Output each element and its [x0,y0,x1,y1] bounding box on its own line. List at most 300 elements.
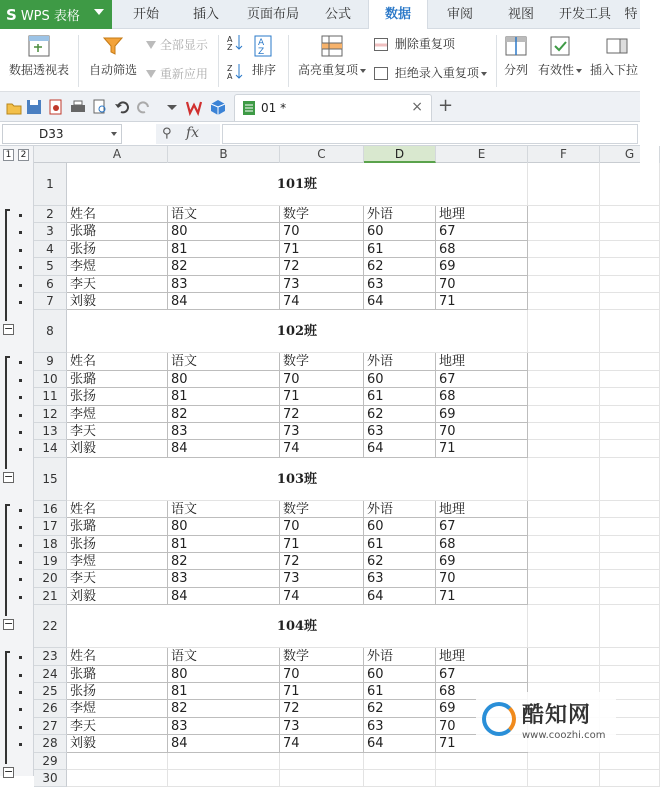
empty-cell[interactable] [168,753,280,770]
empty-cell[interactable] [528,406,600,423]
empty-cell[interactable] [600,310,660,353]
outline-dot [19,509,22,512]
header-cell[interactable]: 外语 [364,648,436,665]
empty-cell[interactable] [528,458,600,501]
column-header-f[interactable]: F [528,146,600,163]
data-cell[interactable]: 60 [364,223,436,240]
empty-cell[interactable] [600,536,660,553]
reapply-button[interactable] [146,65,208,82]
highlight-duplicates-label: 高亮重复项 [297,63,358,77]
data-cell[interactable]: 李煜 [67,553,168,570]
insert-dropdown-label: 插入下拉 [590,63,639,77]
row-header[interactable]: 10 [34,371,67,388]
empty-cell[interactable] [528,206,600,223]
tab-review[interactable]: 审阅 [446,7,473,22]
empty-cell[interactable] [528,588,600,605]
data-cell[interactable]: 84 [168,440,280,457]
empty-cell[interactable] [600,371,660,388]
tab-insert[interactable]: 插入 [192,7,219,22]
header-cell[interactable]: 外语 [364,501,436,518]
empty-cell[interactable] [528,371,600,388]
data-cell[interactable]: 73 [280,423,364,440]
data-cell[interactable]: 70 [280,666,364,683]
empty-cell[interactable] [600,501,660,518]
save-icon[interactable] [26,99,42,115]
data-cell[interactable]: 63 [364,276,436,293]
data-cell[interactable]: 李煜 [67,700,168,717]
autofilter-button[interactable] [86,35,140,78]
empty-cell[interactable] [600,753,660,770]
empty-cell[interactable] [436,770,528,787]
data-cell[interactable]: 李天 [67,276,168,293]
row-header[interactable]: 9 [34,353,67,370]
data-cell[interactable]: 62 [364,406,436,423]
data-cell[interactable]: 71 [436,293,528,310]
empty-cell[interactable] [600,423,660,440]
data-cell[interactable]: 68 [436,388,528,405]
row-header[interactable]: 29 [34,753,67,770]
empty-cell[interactable] [528,388,600,405]
data-cell[interactable]: 李天 [67,423,168,440]
class-title-cell[interactable]: 102班 [67,310,528,353]
data-cell[interactable]: 84 [168,293,280,310]
data-cell[interactable]: 70 [280,371,364,388]
row-header[interactable]: 22 [34,605,67,648]
collapse-group-button[interactable]: − [4,617,14,631]
empty-cell[interactable] [528,353,600,370]
row-header[interactable]: 4 [34,241,67,258]
header-cell[interactable]: 外语 [364,206,436,223]
empty-cell[interactable] [600,353,660,370]
empty-cell[interactable] [600,518,660,535]
data-cell[interactable]: 刘毅 [67,735,168,752]
data-cell[interactable]: 72 [280,406,364,423]
empty-cell[interactable] [600,605,660,648]
data-cell[interactable]: 72 [280,258,364,275]
data-cell[interactable]: 74 [280,440,364,457]
function-icon[interactable]: fx [186,125,200,141]
data-cell[interactable]: 刘毅 [67,440,168,457]
data-cell[interactable]: 张璐 [67,518,168,535]
column-header-a[interactable]: A [67,146,168,163]
empty-cell[interactable] [600,163,660,206]
svg-text:Z: Z [227,64,233,73]
empty-cell[interactable] [528,518,600,535]
data-cell[interactable]: 70 [280,223,364,240]
data-cell[interactable]: 60 [364,371,436,388]
row-header[interactable]: 18 [34,536,67,553]
data-cell[interactable]: 81 [168,241,280,258]
highlight-duplicates-button[interactable] [294,35,370,78]
formula-bar [0,122,640,146]
highlight-duplicates-icon [321,35,343,57]
data-cell[interactable]: 84 [168,735,280,752]
row-header[interactable]: 24 [34,666,67,683]
watermark-name: 酷知网 [522,703,592,728]
sort-asc-button[interactable] [226,33,244,54]
data-cell[interactable]: 67 [436,223,528,240]
empty-cell[interactable] [600,553,660,570]
row-header[interactable]: 25 [34,683,67,700]
empty-cell[interactable] [528,440,600,457]
data-cell[interactable]: 69 [436,258,528,275]
text-to-columns-button[interactable] [502,35,530,78]
header-cell[interactable]: 语文 [168,206,280,223]
empty-cell[interactable] [364,770,436,787]
split-columns-icon [505,35,527,57]
empty-cell[interactable] [600,648,660,665]
collapse-group-button[interactable]: − [4,322,14,336]
empty-cell[interactable] [528,648,600,665]
data-cell[interactable]: 69 [436,700,528,717]
column-header-g[interactable]: G [600,146,660,163]
row-header[interactable]: 3 [34,223,67,240]
empty-cell[interactable] [600,440,660,457]
chevron-down-icon [481,72,487,76]
row-header[interactable]: 2 [34,206,67,223]
collapse-group-button[interactable]: − [4,764,14,778]
data-cell[interactable]: 张扬 [67,536,168,553]
svg-text:Z: Z [227,43,233,52]
data-cell[interactable]: 83 [168,718,280,735]
header-cell[interactable]: 数学 [280,353,364,370]
outline-dot [19,214,22,217]
data-cell[interactable]: 71 [436,440,528,457]
data-cell[interactable]: 61 [364,683,436,700]
row-header[interactable]: 23 [34,648,67,665]
data-cell[interactable]: 82 [168,258,280,275]
column-header-e[interactable]: E [436,146,528,163]
empty-cell[interactable] [600,406,660,423]
row-header[interactable]: 13 [34,423,67,440]
empty-cell[interactable] [528,501,600,518]
data-cell[interactable]: 81 [168,683,280,700]
data-cell[interactable]: 73 [280,276,364,293]
empty-cell[interactable] [280,770,364,787]
data-cell[interactable]: 83 [168,570,280,587]
data-cell[interactable]: 72 [280,700,364,717]
empty-cell[interactable] [600,241,660,258]
pivot-table-button[interactable] [6,35,72,78]
tab-data[interactable]: 数据 [368,0,428,30]
svg-text:Z: Z [258,47,265,57]
header-cell[interactable]: 姓名 [67,648,168,665]
header-cell[interactable]: 数学 [280,206,364,223]
data-cell[interactable]: 67 [436,371,528,388]
empty-cell[interactable] [364,753,436,770]
data-cell[interactable]: 82 [168,700,280,717]
data-cell[interactable]: 63 [364,570,436,587]
data-cell[interactable]: 64 [364,735,436,752]
data-cell[interactable]: 张璐 [67,223,168,240]
header-cell[interactable]: 姓名 [67,353,168,370]
empty-cell[interactable] [67,753,168,770]
row-header[interactable]: 30 [34,770,67,787]
data-cell[interactable]: 62 [364,553,436,570]
data-cell[interactable]: 74 [280,735,364,752]
undo-icon[interactable] [114,99,130,115]
data-cell[interactable]: 70 [436,276,528,293]
data-cell[interactable]: 63 [364,423,436,440]
empty-cell[interactable] [280,753,364,770]
data-cell[interactable]: 83 [168,276,280,293]
data-cell[interactable]: 74 [280,588,364,605]
chevron-down-icon [94,9,104,15]
data-cell[interactable]: 60 [364,518,436,535]
data-cell[interactable]: 张扬 [67,683,168,700]
data-cell[interactable]: 李煜 [67,406,168,423]
row-header[interactable]: 15 [34,458,67,501]
row-header[interactable]: 5 [34,258,67,275]
data-cell[interactable]: 71 [280,388,364,405]
outline-level-2-button[interactable]: 2 [18,149,29,161]
data-cell[interactable]: 71 [280,536,364,553]
data-cell[interactable]: 67 [436,518,528,535]
header-cell[interactable]: 外语 [364,353,436,370]
tab-special[interactable]: 特 [624,7,638,22]
insert-dropdown-button[interactable] [590,35,642,78]
outline-dot [19,431,22,434]
empty-cell[interactable] [528,223,600,240]
data-cell[interactable]: 80 [168,518,280,535]
data-cell[interactable]: 69 [436,406,528,423]
data-cell[interactable]: 71 [280,683,364,700]
row-header[interactable]: 28 [34,735,67,752]
empty-cell[interactable] [528,241,600,258]
data-cell[interactable]: 张璐 [67,371,168,388]
name-box[interactable] [2,124,122,144]
data-cell[interactable]: 82 [168,553,280,570]
data-cell[interactable]: 68 [436,241,528,258]
reject-duplicates-label: 拒绝录入重复项 [394,66,479,80]
data-cell[interactable]: 61 [364,388,436,405]
data-cell[interactable]: 李天 [67,718,168,735]
data-cell[interactable]: 62 [364,700,436,717]
column-header-d[interactable]: D [364,146,436,163]
empty-cell[interactable] [528,605,600,648]
header-cell[interactable]: 地理 [436,353,528,370]
export-pdf-icon[interactable] [48,99,64,115]
header-cell[interactable]: 数学 [280,648,364,665]
tab-start[interactable]: 开始 [132,7,159,22]
outline-dot [19,414,22,417]
header-cell[interactable]: 数学 [280,501,364,518]
data-cell[interactable]: 李煜 [67,258,168,275]
print-icon[interactable] [70,99,86,115]
sort-button[interactable] [248,35,280,78]
empty-cell[interactable] [600,388,660,405]
row-header[interactable]: 16 [34,501,67,518]
zoom-search-icon[interactable]: ⚲ [162,126,172,141]
svg-text:A: A [227,72,233,81]
empty-cell[interactable] [528,163,600,206]
header-cell[interactable]: 地理 [436,206,528,223]
data-cell[interactable]: 71 [436,735,528,752]
open-folder-icon[interactable] [6,99,22,115]
data-cell[interactable]: 83 [168,423,280,440]
header-cell[interactable]: 地理 [436,648,528,665]
empty-cell[interactable] [67,770,168,787]
row-header[interactable]: 20 [34,570,67,587]
class-title-cell[interactable]: 101班 [67,163,528,206]
tab-formula[interactable]: 公式 [324,7,351,22]
row-header[interactable]: 26 [34,700,67,717]
cube-app-icon[interactable] [210,99,226,115]
data-cell[interactable]: 81 [168,388,280,405]
empty-cell[interactable] [528,276,600,293]
empty-cell[interactable] [168,770,280,787]
tab-page-layout[interactable]: 页面布局 [246,7,299,22]
data-cell[interactable]: 80 [168,371,280,388]
data-cell[interactable]: 64 [364,440,436,457]
data-cell[interactable]: 81 [168,536,280,553]
header-cell[interactable]: 姓名 [67,206,168,223]
row-header[interactable]: 1 [34,163,67,206]
data-cell[interactable]: 72 [280,553,364,570]
data-cell[interactable]: 70 [436,570,528,587]
row-header[interactable]: 7 [34,293,67,310]
row-header[interactable]: 27 [34,718,67,735]
data-cell[interactable]: 63 [364,718,436,735]
empty-cell[interactable] [600,770,660,787]
tab-view[interactable]: 视图 [507,7,534,22]
sort-desc-button[interactable] [226,62,244,83]
empty-cell[interactable] [528,553,600,570]
empty-cell[interactable] [528,570,600,587]
outline-level-1-button[interactable]: 1 [3,149,14,161]
data-cell[interactable]: 70 [436,423,528,440]
data-cell[interactable]: 80 [168,223,280,240]
empty-cell[interactable] [528,770,600,787]
row-header[interactable]: 12 [34,406,67,423]
row-header[interactable]: 14 [34,440,67,457]
data-cell[interactable]: 73 [280,718,364,735]
data-cell[interactable]: 61 [364,536,436,553]
data-cell[interactable]: 70 [280,518,364,535]
row-header[interactable]: 6 [34,276,67,293]
reject-duplicates-button[interactable] [374,64,487,81]
menu-bar [0,0,640,29]
header-cell[interactable]: 姓名 [67,501,168,518]
data-cell[interactable]: 82 [168,406,280,423]
data-cell[interactable]: 84 [168,588,280,605]
empty-cell[interactable] [528,310,600,353]
row-header[interactable]: 21 [34,588,67,605]
reapply-label: 重新应用 [159,67,208,81]
outline-dot [19,596,22,599]
row-header[interactable]: 11 [34,388,67,405]
column-header-b[interactable]: B [168,146,280,163]
data-cell[interactable]: 64 [364,293,436,310]
customize-dropdown-icon[interactable] [164,99,180,115]
data-cell[interactable]: 64 [364,588,436,605]
data-cell[interactable]: 刘毅 [67,293,168,310]
chevron-down-icon [576,69,582,73]
data-cell[interactable]: 73 [280,570,364,587]
data-cell[interactable]: 60 [364,666,436,683]
redo-icon[interactable] [136,99,152,115]
show-all-button[interactable] [146,36,208,53]
data-cell[interactable]: 67 [436,666,528,683]
empty-cell[interactable] [528,536,600,553]
validity-button[interactable] [536,35,584,78]
column-header-c[interactable]: C [280,146,364,163]
data-cell[interactable]: 张扬 [67,388,168,405]
empty-cell[interactable] [600,458,660,501]
empty-cell[interactable] [528,666,600,683]
close-tab-icon[interactable]: × [411,99,423,115]
empty-cell[interactable] [600,223,660,240]
outline-dot [19,284,22,287]
outline-dot [19,266,22,269]
collapse-group-button[interactable]: − [4,469,14,483]
data-cell[interactable]: 68 [436,683,528,700]
empty-cell[interactable] [528,258,600,275]
data-cell[interactable]: 张扬 [67,241,168,258]
empty-cell[interactable] [528,423,600,440]
empty-cell[interactable] [600,666,660,683]
print-preview-icon[interactable] [92,99,108,115]
remove-duplicates-button[interactable] [374,35,455,52]
data-cell[interactable]: 80 [168,666,280,683]
header-cell[interactable]: 地理 [436,501,528,518]
row-header[interactable]: 8 [34,310,67,353]
empty-cell[interactable] [600,206,660,223]
empty-cell[interactable] [528,293,600,310]
document-tab[interactable] [234,94,432,121]
new-tab-button[interactable]: + [438,95,454,116]
empty-cell[interactable] [528,753,600,770]
formula-input[interactable] [222,124,638,144]
header-cell[interactable]: 语文 [168,353,280,370]
header-cell[interactable]: 语文 [168,648,280,665]
data-cell[interactable]: 61 [364,241,436,258]
empty-cell[interactable] [600,258,660,275]
data-cell[interactable]: 张璐 [67,666,168,683]
data-cell[interactable]: 68 [436,536,528,553]
outline-dot [19,743,22,746]
tab-developer[interactable]: 开发工具 [558,7,611,22]
data-cell[interactable]: 74 [280,293,364,310]
data-cell[interactable]: 李天 [67,570,168,587]
row-header[interactable]: 17 [34,518,67,535]
data-cell[interactable]: 69 [436,553,528,570]
pivot-table-label: 数据透视表 [8,63,69,77]
class-title-cell[interactable]: 104班 [67,605,528,648]
empty-cell[interactable] [600,276,660,293]
watermark [476,692,616,752]
empty-cell[interactable] [600,293,660,310]
empty-cell[interactable] [436,753,528,770]
name-box-value: D33 [39,127,64,141]
class-title-cell[interactable]: 103班 [67,458,528,501]
data-cell[interactable]: 70 [436,718,528,735]
app-menu-button[interactable] [0,0,112,29]
sort-icon [253,35,275,57]
wps-docer-icon[interactable] [186,99,202,115]
empty-cell[interactable] [600,570,660,587]
data-cell[interactable]: 71 [280,241,364,258]
validity-label: 有效性 [537,63,574,77]
filter-small-icon [146,70,156,80]
data-cell[interactable]: 刘毅 [67,588,168,605]
row-header[interactable]: 19 [34,553,67,570]
coozhi-logo-icon [482,702,516,736]
data-cell[interactable]: 71 [436,588,528,605]
empty-cell[interactable] [600,588,660,605]
header-cell[interactable]: 语文 [168,501,280,518]
data-cell[interactable]: 62 [364,258,436,275]
